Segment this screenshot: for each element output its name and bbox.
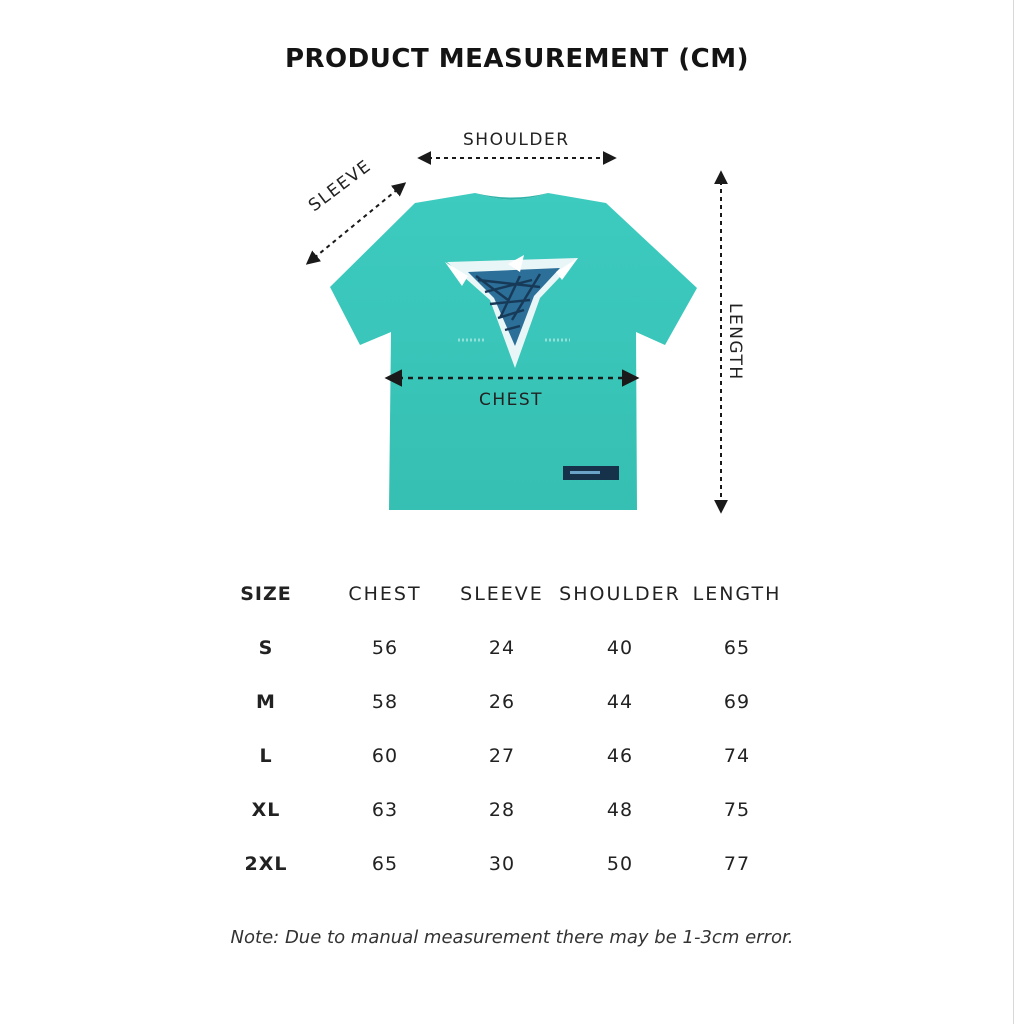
table-row xyxy=(230,691,790,745)
header-shoulder: SHOULDER xyxy=(559,583,681,605)
chest-cell: 56 xyxy=(371,637,399,659)
length-cell: 75 xyxy=(723,799,751,821)
table-row xyxy=(230,853,790,907)
sleeve-cell: 27 xyxy=(488,745,516,767)
chest-cell: 63 xyxy=(371,799,399,821)
size-cell: XL xyxy=(251,799,281,821)
size-cell: M xyxy=(256,691,276,713)
size-cell: L xyxy=(259,745,273,767)
shoulder-cell: 40 xyxy=(606,637,634,659)
sleeve-cell: 28 xyxy=(488,799,516,821)
size-chart-table xyxy=(230,583,790,907)
size-cell: S xyxy=(258,637,274,659)
sleeve-cell: 24 xyxy=(488,637,516,659)
measurement-note: Note: Due to manual measurement there may be 1-3cm error. xyxy=(230,927,794,948)
header-chest: CHEST xyxy=(348,583,422,605)
tshirt-illustration xyxy=(330,193,697,510)
sleeve-label: SLEEVE xyxy=(305,155,376,216)
header-size: SIZE xyxy=(240,583,292,605)
header-length: LENGTH xyxy=(692,583,782,605)
header-sleeve: SLEEVE xyxy=(460,583,544,605)
chest-label: CHEST xyxy=(479,390,544,410)
size-cell: 2XL xyxy=(244,853,288,875)
length-cell: 65 xyxy=(723,637,751,659)
page-title: PRODUCT MEASUREMENT (CM) xyxy=(284,44,750,74)
sleeve-cell: 30 xyxy=(488,853,516,875)
table-row xyxy=(230,637,790,691)
shoulder-cell: 46 xyxy=(606,745,634,767)
sleeve-cell: 26 xyxy=(488,691,516,713)
length-cell: 74 xyxy=(723,745,751,767)
length-cell: 69 xyxy=(723,691,751,713)
shoulder-cell: 48 xyxy=(606,799,634,821)
shoulder-label: SHOULDER xyxy=(463,130,570,150)
length-label: LENGTH xyxy=(725,303,745,381)
table-row xyxy=(230,799,790,853)
chest-cell: 60 xyxy=(371,745,399,767)
shoulder-cell: 44 xyxy=(606,691,634,713)
length-cell: 77 xyxy=(723,853,751,875)
shoulder-cell: 50 xyxy=(606,853,634,875)
chest-cell: 65 xyxy=(371,853,399,875)
table-header-row xyxy=(230,583,790,637)
table-row xyxy=(230,745,790,799)
chest-cell: 58 xyxy=(371,691,399,713)
